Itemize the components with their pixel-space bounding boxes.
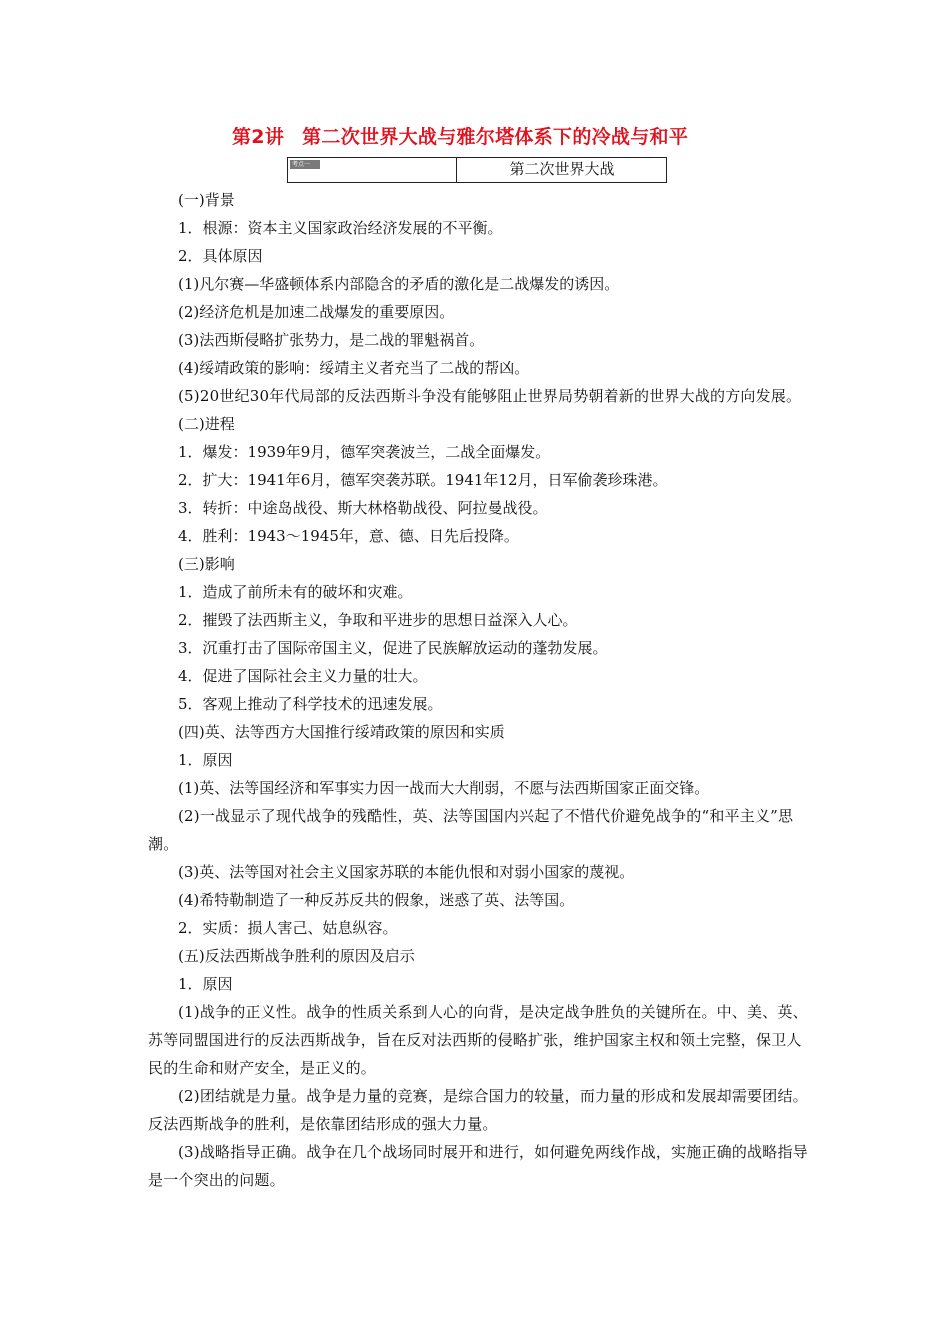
body-line: (4)绥靖政策的影响：绥靖主义者充当了二战的帮凶。 (178, 359, 530, 377)
body-line: 1．原因 (178, 751, 233, 769)
body-line: 5．客观上推动了科学技术的迅速发展。 (178, 695, 443, 713)
body-line: (三)影响 (178, 555, 235, 573)
kaodian-header-box (287, 157, 667, 183)
body-line: 1．原因 (178, 975, 233, 993)
body-line: (1)凡尔赛—华盛顿体系内部隐含的矛盾的激化是二战爆发的诱因。 (178, 275, 620, 293)
body-line: (1)英、法等国经济和军事实力因一战而大大削弱，不愿与法西斯国家正面交锋。 (178, 779, 710, 797)
body-paragraph: (3)战略指导正确。战争在几个战场同时展开和进行，如何避免两线作战，实施正确的战略指导是一个突出的问题。 (148, 1143, 808, 1189)
body-text (148, 186, 810, 1194)
kaodian-label: 第二次世界大战 (509, 160, 615, 178)
body-line: 3．沉重打击了国际帝国主义，促进了民族解放运动的蓬勃发展。 (178, 639, 608, 657)
body-line: (3)英、法等国对社会主义国家苏联的本能仇恨和对弱小国家的蔑视。 (178, 863, 635, 881)
body-line: (一)背景 (178, 191, 235, 209)
body-paragraph: (5)20世纪30年代局部的反法西斯斗争没有能够阻止世界局势朝着新的世界大战的方向发展。 (178, 387, 802, 405)
body-line: 2．实质：损人害己、姑息纵容。 (178, 919, 398, 937)
body-line: 1．根源：资本主义国家政治经济发展的不平衡。 (178, 219, 503, 237)
body-line: (二)进程 (178, 415, 235, 433)
body-line: 1．造成了前所未有的破坏和灾难。 (178, 583, 413, 601)
body-line: (2)经济危机是加速二战爆发的重要原因。 (178, 303, 455, 321)
body-line: 2．具体原因 (178, 247, 263, 265)
lecture-title-text: 第二次世界大战与雅尔塔体系下的冷战与和平 (302, 126, 689, 148)
body-line: 1．爆发：1939年9月，德军突袭波兰，二战全面爆发。 (178, 443, 551, 461)
body-line: (五)反法西斯战争胜利的原因及启示 (178, 947, 415, 965)
lecture-number: 第2讲 (232, 126, 285, 148)
body-line: 3．转折：中途岛战役、斯大林格勒战役、阿拉曼战役。 (178, 499, 548, 517)
body-line: (4)希特勒制造了一种反苏反共的假象，迷惑了英、法等国。 (178, 891, 575, 909)
body-paragraph: (1)战争的正义性。战争的性质关系到人心的向背，是决定战争胜负的关键所在。中、美、英、苏等同盟国进行的反法西斯战争，旨在反对法西斯的侵略扩张，维护国家主权和领土完整，保卫人民的生命和财产安全，是正义的。 (148, 1003, 808, 1077)
body-paragraph: (2)一战显示了现代战争的残酷性，英、法等国国内兴起了不惜代价避免战争的“和平主义”思潮。 (148, 807, 794, 853)
body-line: 4．促进了国际社会主义力量的壮大。 (178, 667, 428, 685)
body-line: 2．扩大：1941年6月，德军突袭苏联。1941年12月，日军偷袭珍珠港。 (178, 471, 668, 489)
body-line: 4．胜利：1943～1945年，意、德、日先后投降。 (178, 527, 519, 545)
body-line: (四)英、法等西方大国推行绥靖政策的原因和实质 (178, 723, 505, 741)
lecture-title (232, 122, 688, 149)
kaodian-tag: 考点一 (290, 160, 320, 169)
body-line: 2．摧毁了法西斯主义，争取和平进步的思想日益深入人心。 (178, 611, 578, 629)
body-paragraph: (2)团结就是力量。战争是力量的竞赛，是综合国力的较量，而力量的形成和发展却需要团结。反法西斯战争的胜利，是依靠团结形成的强大力量。 (148, 1087, 808, 1133)
body-line: (3)法西斯侵略扩张势力，是二战的罪魁祸首。 (178, 331, 485, 349)
